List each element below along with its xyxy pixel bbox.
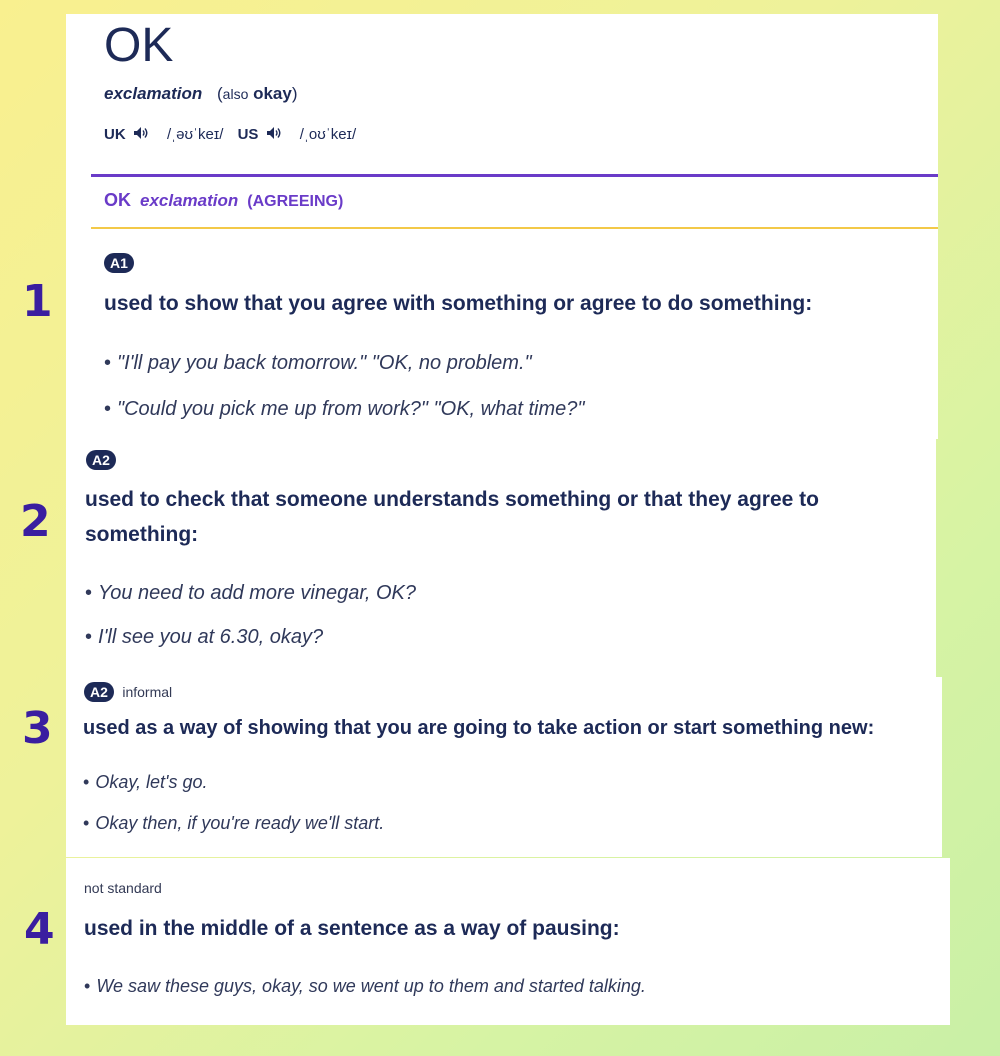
example: • "Could you pick me up from work?" "OK, what time?" xyxy=(104,398,585,420)
entry-panel-2 xyxy=(66,437,936,678)
definition-line-1: used to check that someone understands something or that they agree to xyxy=(85,488,819,511)
uk-speaker-icon[interactable] xyxy=(133,126,149,140)
sense-header xyxy=(104,190,343,211)
us-label: US xyxy=(237,126,259,143)
also-suffix: ) xyxy=(291,84,298,103)
purple-divider xyxy=(91,174,938,177)
also-label: also xyxy=(222,86,249,102)
definition: used to show that you agree with something or agree to do something: xyxy=(104,292,813,315)
example: • We saw these guys, okay, so we went up to them and started talking. xyxy=(84,976,646,996)
definition: used as a way of showing that you are going to take action or start something new: xyxy=(83,717,875,739)
part-of-speech-line xyxy=(104,84,298,104)
example: • I'll see you at 6.30, okay? xyxy=(85,626,324,648)
sense-number: 3 xyxy=(22,703,53,754)
example: • You need to add more vinegar, OK? xyxy=(85,582,417,604)
entry-panel-1 xyxy=(66,14,938,439)
entry-panel-4 xyxy=(66,858,950,1025)
usage-label: not standard xyxy=(84,880,162,896)
pronunciation-line xyxy=(104,126,356,143)
definition-line-2: something: xyxy=(85,523,199,546)
also-word: okay xyxy=(253,84,292,103)
sense-number: 1 xyxy=(22,276,53,327)
example: • Okay, let's go. xyxy=(83,772,208,792)
headword: OK xyxy=(104,19,174,72)
example: • "I'll pay you back tomorrow." "OK, no problem." xyxy=(104,352,532,374)
sense-number: 4 xyxy=(24,904,55,955)
also-prefix: ( xyxy=(217,84,223,103)
sense-number: 2 xyxy=(20,496,51,547)
part-of-speech: exclamation xyxy=(104,84,203,103)
definition: used in the middle of a sentence as a way of pausing: xyxy=(84,917,620,940)
sense-header-pos: exclamation xyxy=(140,191,239,210)
uk-ipa: /ˌəʊˈkeɪ/ xyxy=(167,126,224,143)
level-label-line xyxy=(84,682,172,702)
sense-header-guide: (AGREEING) xyxy=(247,193,344,210)
us-speaker-icon[interactable] xyxy=(266,126,282,140)
sense-header-word: OK xyxy=(104,190,131,210)
us-ipa: /ˌoʊˈkeɪ/ xyxy=(299,126,357,143)
example: • Okay then, if you're ready we'll start. xyxy=(83,813,385,833)
level-badge: A1 xyxy=(104,253,134,273)
level-badge: A2 xyxy=(86,450,116,470)
entry-panel-3 xyxy=(66,677,942,857)
uk-label: UK xyxy=(104,126,126,143)
level-badge: A2 xyxy=(84,682,114,702)
usage-label: informal xyxy=(122,684,173,700)
yellow-divider xyxy=(91,227,938,229)
